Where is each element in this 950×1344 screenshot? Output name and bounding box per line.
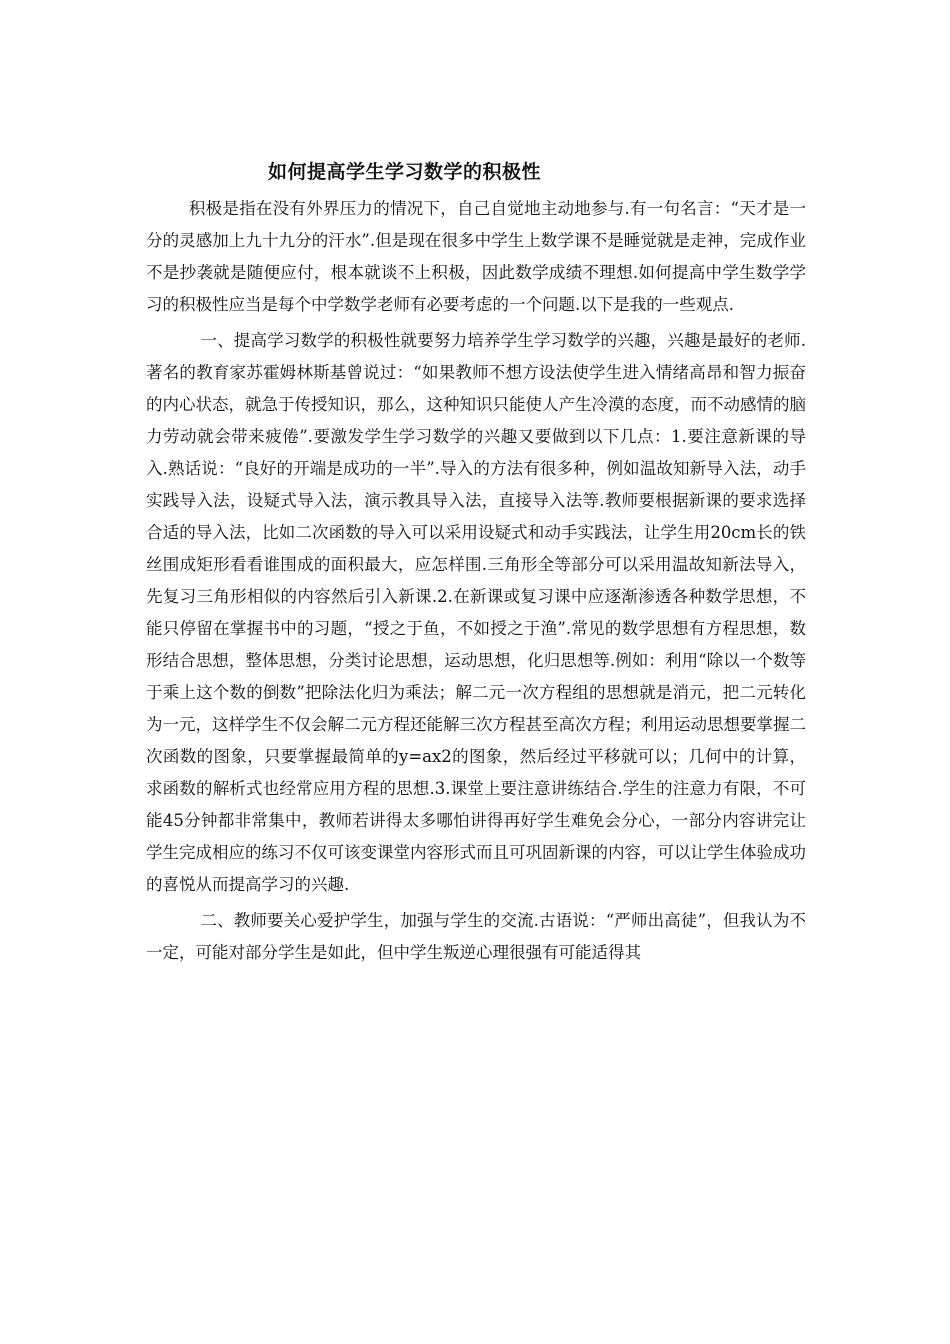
paragraph-point-two: 二、教师要关心爱护学生，加强与学生的交流.古语说：“严师出高徒”，但我认为不一定，可能对部分学生是如此，但中学生叛逆心理很强有可能适得其 xyxy=(146,911,806,962)
paragraph-intro: 积极是指在没有外界压力的情况下，自己自觉地主动地参与.有一句名言：“天才是一分的灵感加上九十九分的汗水”.但是现在很多中学生上数学课不是睡觉就是走神，完成作业不是抄袭就是随便应付，根本就谈不上积极，因此数学成绩不理想.如何提高中学生数学学习的积极性应当是每个中学数学老师有必要考虑的一个问题.以下是我的一些观点. xyxy=(146,199,806,314)
document-title: 如何提高学生学习数学的积极性 xyxy=(268,161,542,183)
document-body xyxy=(146,193,806,969)
paragraph-point-one: 一、提高学习数学的积极性就要努力培养学生学习数学的兴趣，兴趣是最好的老师.著名的教育家苏霍姆林斯基曾说过：“如果教师不想方设法使学生进入情绪高昂和智力振奋的内心状态，就急于传授知识，那么，这种知识只能使人产生冷漠的态度，而不动感情的脑力劳动就会带来疲倦”.要激发学生学习数学的兴趣又要做到以下几点：1.要注意新课的导入.熟话说：“良好的开端是成功的一半”.导入的方法有很多种，例如温故知新导入法，动手实践导入法，设疑式导入法，演示教具导入法，直接导入法等.教师要根据新课的要求选择合适的导入法，比如二次函数的导入可以采用设疑式和动手实践法，让学生用20cm长的铁丝围成矩形看看谁围成的面积最大，应怎样围.三角形全等部分可以采用温故知新法导入，先复习三角形相似的内容然后引入新课.2.在新课或复习课中应逐渐渗透各种数学思想，不能只停留在掌握书中的习题，“授之于鱼，不如授之于渔”.常见的数学思想有方程思想，数形结合思想，整体思想，分类讨论思想，运动思想，化归思想等.例如：利用“除以一个数等于乘上这个数的倒数”把除法化归为乘法；解二元一次方程组的思想就是消元，把二元转化为一元，这样学生不仅会解二元方程还能解三次方程甚至高次方程；利用运动思想要掌握二次函数的图象，只要掌握最简单的y=ax2的图象，然后经过平移就可以；几何中的计算，求函数的解析式也经常应用方程的思想.3.课堂上要注意讲练结合.学生的注意力有限，不可能45分钟都非常集中，教师若讲得太多哪怕讲得再好学生难免会分心，一部分内容讲完让学生完成相应的练习不仅可该变课堂内容形式而且可巩固新课的内容，可以让学生体验成功的喜悦从而提高学习的兴趣. xyxy=(146,331,806,894)
